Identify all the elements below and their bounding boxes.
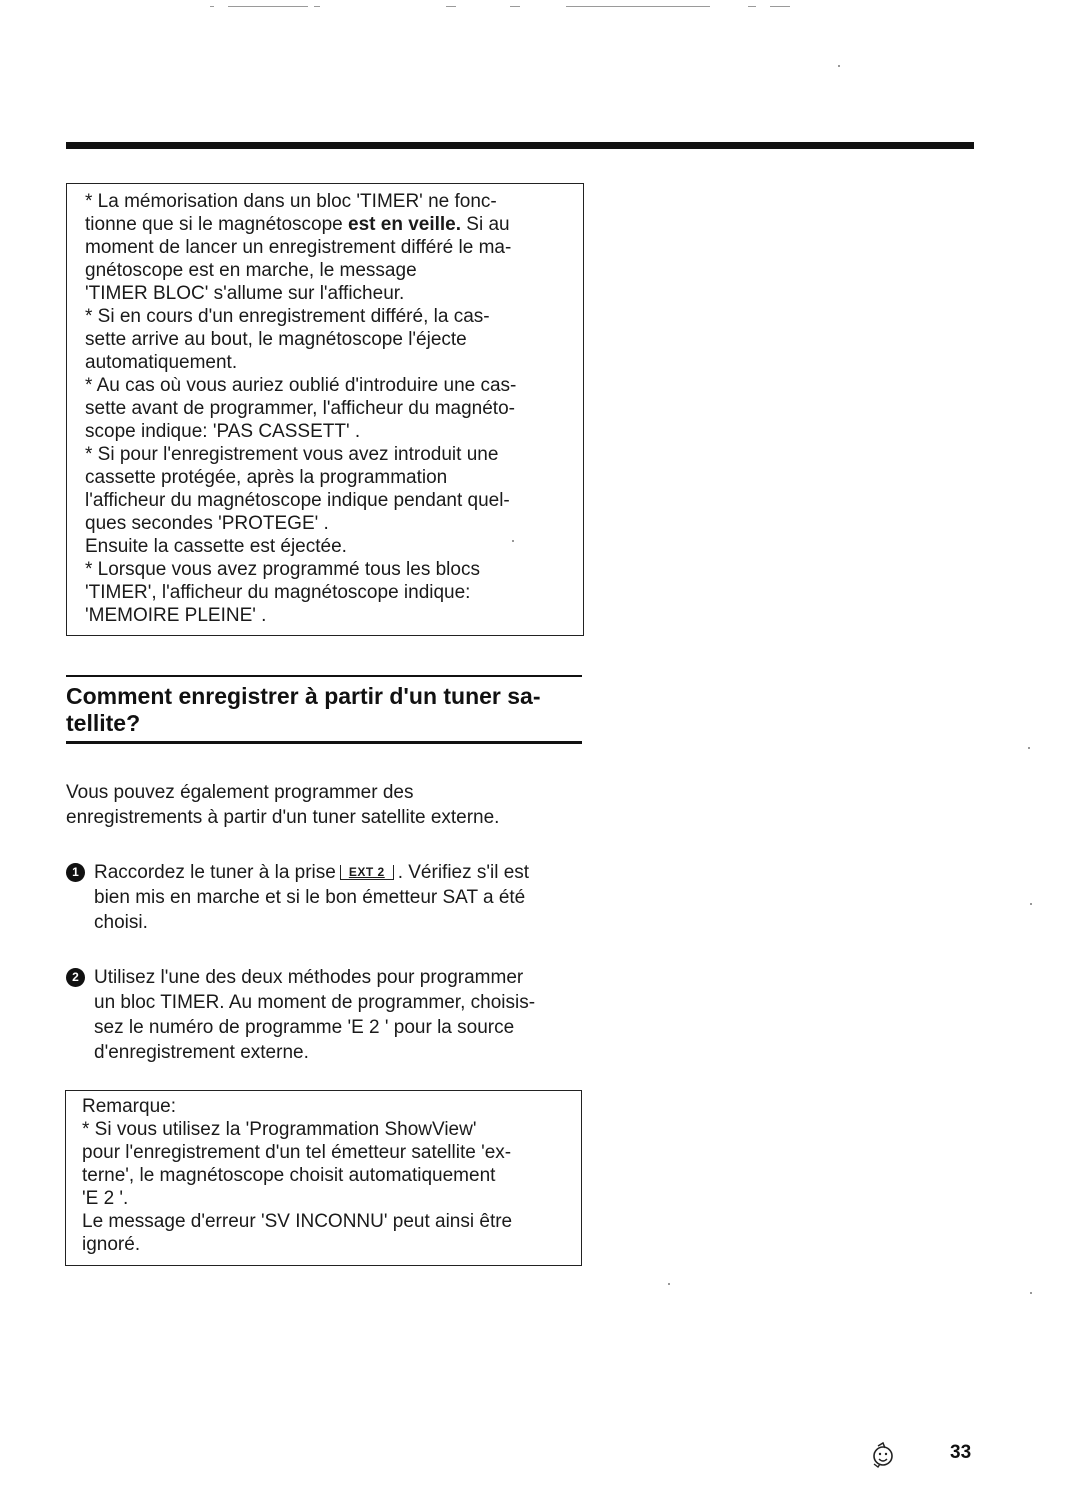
page-number: 33 [950,1442,972,1463]
step-2-line4: d'enregistrement externe. [94,1042,309,1063]
recycle-face-icon [870,1440,896,1470]
notes-line [85,351,571,374]
scan-artifact-top [0,6,1080,10]
page-footer [870,1436,980,1476]
notes-line-text: moment de lancer un enregistrement différé le ma- [85,237,512,258]
notes-line-text: sette avant de programmer, l'afficheur du magnéto- [85,398,515,419]
scan-speck [1028,747,1030,749]
intro-line1: Vous pouvez également programmer des [66,782,414,803]
notes-line-text: * Si en cours d'un enregistrement différé, la cas- [85,306,490,327]
notes-line [85,466,571,489]
notes-line-text: Ensuite la cassette est éjectée. [85,536,347,557]
remark-line: ignoré. [82,1234,141,1255]
notes-line-text: scope indique: 'PAS CASSETT' . [85,421,361,442]
header-rule [66,142,974,149]
section-title [66,677,582,741]
notes-line [85,443,571,466]
remark-heading: Remarque: [82,1096,176,1117]
notes-line [85,397,571,420]
step-2-line1: Utilisez l'une des deux méthodes pour programmer [94,967,524,988]
step-2-line2: un bloc TIMER. Au moment de programmer, choisis- [94,992,536,1013]
section-title-line2: tellite? [66,710,141,736]
notes-line-bold: est en veille. [348,214,462,235]
notes-line [85,581,571,604]
step-2-line3: sez le numéro de programme 'E 2 ' pour la source [94,1017,515,1038]
step-number-1: 1 [66,863,85,882]
scan-speck [668,1283,670,1285]
step-1-text [94,860,586,935]
scan-speck [512,540,514,542]
notes-line-text: tionne que si le magnétoscope [85,214,349,235]
notes-line-text: 'TIMER', l'afficheur du magnétoscope indique: [85,582,471,603]
notes-line-text: cassette protégée, après la programmation [85,467,448,488]
notes-line-text: l'afficheur du magnétoscope indique pendant quel- [85,490,510,511]
remark-line: 'E 2 '. [82,1188,129,1209]
scan-speck [1030,1292,1032,1294]
heading-rule-bottom [66,741,582,744]
step-2-text [94,965,586,1065]
scan-speck [1030,903,1032,905]
notes-line-text: automatiquement. [85,352,238,373]
notes-line-text: * Si pour l'enregistrement vous avez introduit une [85,444,499,465]
notes-line [85,535,571,558]
notes-line-text: gnétoscope est en marche, le message [85,260,417,281]
remark-line: pour l'enregistrement d'un tel émetteur satellite 'ex- [82,1142,512,1163]
notes-line [85,305,571,328]
notes-line-text: * Lorsque vous avez programmé tous les blocs [85,559,480,580]
remark-line: Le message d'erreur 'SV INCONNU' peut ainsi être [82,1211,513,1232]
remark-line: * Si vous utilisez la 'Programmation ShowView' [82,1119,477,1140]
notes-line [85,236,571,259]
notes-line [85,489,571,512]
section-title-line1: Comment enregistrer à partir d'un tuner sa- [66,683,541,709]
notes-line [85,259,571,282]
step-1 [66,860,586,935]
notes-line [85,282,571,305]
step-1-line3: choisi. [94,912,148,933]
step-1-line1-post: . Vérifiez s'il est [397,862,530,883]
ext2-socket-label [340,865,394,880]
step-1-line2: bien mis en marche et si le bon émetteur SAT a été [94,887,526,908]
notes-line [85,374,571,397]
notes-line-text: * La mémorisation dans un bloc 'TIMER' ne fonc- [85,191,497,212]
notes-line-text-end: Si au [461,214,510,235]
remark-line: terne', le magnétoscope choisit automatiquement [82,1165,496,1186]
notes-line [85,420,571,443]
notes-line [85,213,571,236]
step-1-line1-pre: Raccordez le tuner à la prise [94,862,336,883]
notes-line-text: ques secondes 'PROTEGE' . [85,513,329,534]
step-number-2: 2 [66,968,85,987]
notes-line [85,328,571,351]
intro-line2: enregistrements à partir d'un tuner satellite externe. [66,807,500,828]
scan-speck [838,65,840,67]
step-2 [66,965,586,1065]
notes-line [85,558,571,581]
notes-box [66,183,584,636]
notes-line-text: 'TIMER BLOC' s'allume sur l'afficheur. [85,283,405,304]
notes-line [85,190,571,213]
intro-paragraph [66,780,586,830]
ext2-socket-text: EXT 2 [348,865,385,879]
section-heading [66,675,582,744]
notes-line [85,512,571,535]
remark-box [65,1090,582,1266]
notes-line [85,604,571,627]
notes-line-text: sette arrive au bout, le magnétoscope l'éjecte [85,329,467,350]
notes-line-text: 'MEMOIRE PLEINE' . [85,605,267,626]
notes-line-text: * Au cas où vous auriez oublié d'introduire une cas- [85,375,517,396]
